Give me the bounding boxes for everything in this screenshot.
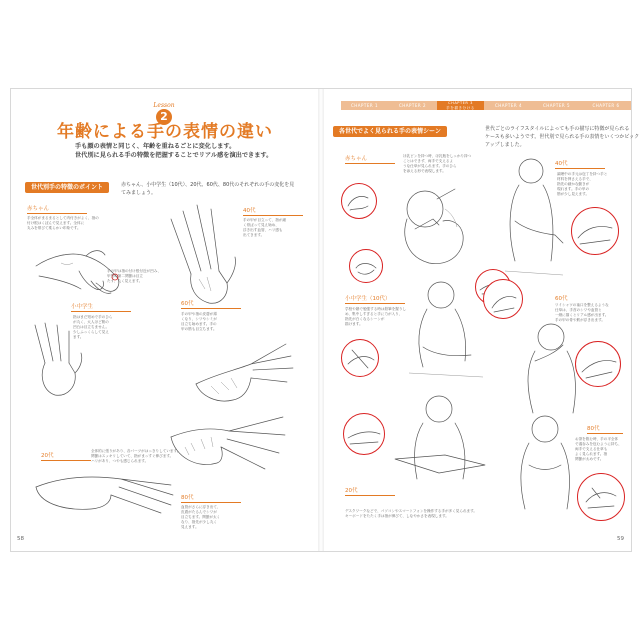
note-40s <box>243 218 286 238</box>
note-line: 筋が少し見えます。 <box>557 192 590 196</box>
note-line: 甲の筋も目立ちます。 <box>181 327 217 331</box>
lesson-number: 2 <box>156 109 172 125</box>
section-description-line: てみましょう。 <box>121 190 157 196</box>
note-student-scene <box>345 307 406 327</box>
chapter-tab-1[interactable]: CHAPTER 1 <box>350 103 378 108</box>
age-underline <box>345 495 395 496</box>
baby-scene-illustration <box>385 179 475 269</box>
note-80s-scene <box>575 437 622 462</box>
age-label-80s: 80代 <box>181 495 194 501</box>
note-line: くなり、シワやシミが <box>181 317 217 321</box>
note-line: 一緒に描くとリアル感が出ます。 <box>555 313 609 317</box>
note-line: め、集中しすぎると手に力が入り、 <box>345 312 403 316</box>
chapter-tab-2[interactable]: CHAPTER 2 <box>398 103 426 108</box>
section-tab-generation-points: 世代別手の特徴のポイント <box>25 182 109 193</box>
note-line: 凹凸は目立ちません。 <box>73 325 110 329</box>
note-line: 手の甲や指の皮膚が薄 <box>181 312 217 316</box>
age-label-20s: 20代 <box>41 453 54 459</box>
section-description-line: ケースも多いようです。世代別で見られる手の表情をいくつかピック <box>485 134 640 140</box>
detail-marker-40s <box>571 207 619 255</box>
hand-20s-illustration <box>31 467 181 522</box>
note-line: 血管がさらに浮き出て、 <box>181 505 221 509</box>
note-20s-scene <box>345 509 477 519</box>
age-underline <box>345 303 405 304</box>
note-baby-scene <box>403 154 471 174</box>
page-number-right: 59 <box>617 536 624 542</box>
age-label-60s: 60代 <box>555 296 568 302</box>
note-line: デスクワークなどで、パソコンやスマートフォンを操作する手が多く見られます。 <box>345 509 478 513</box>
age-label-80s: 80代 <box>587 426 600 432</box>
section-description <box>121 181 294 197</box>
chapter-tab-3-active[interactable] <box>437 101 484 110</box>
gutter <box>318 89 324 551</box>
note-line: 両手で支える仕草も <box>575 447 608 451</box>
section-description <box>485 125 639 149</box>
age-underline <box>71 311 131 312</box>
section-description-line: 世代ごとのライフスタイルによっても手の描写に特徴が見られる <box>485 126 630 132</box>
note-line: 甲型の第二関節は目立 <box>107 274 143 278</box>
age-label-student: 小中学生（10代） <box>345 296 391 302</box>
note-line: なり、指先が少し丸く <box>181 520 217 524</box>
age-label-baby: 赤ちゃん <box>345 156 368 162</box>
note-line: 学校や塾で勉強する時は鉛筆を握りし <box>345 307 407 311</box>
student-hand-illustration <box>25 321 85 401</box>
age-underline <box>243 215 303 216</box>
note-line: 手の甲の骨や筋が浮き出ます。 <box>555 318 606 322</box>
note-line: キーボードをたたく手は指が伸びて、しなやかさを表現します。 <box>345 514 449 518</box>
age-underline <box>41 460 91 461</box>
note-line: 手全体がまるまるとして肉付きがよく、指の <box>27 216 99 220</box>
age-label-baby: 赤ちゃん <box>27 206 50 212</box>
right-page <box>325 89 640 551</box>
elderly-woman-illustration <box>505 409 585 519</box>
note-line: 全体的に張りがあり、各パーツがはっきりしています。 <box>91 449 181 453</box>
note-line: ワイシャツの袖口を整えるような <box>555 303 609 307</box>
note-line: で湯呑みを包むように持ち、 <box>575 442 622 446</box>
note-line: たず、丸く見えます。 <box>107 279 143 283</box>
age-label-40s: 40代 <box>555 161 568 167</box>
page-title: 年齢による手の表情の違い <box>57 122 273 142</box>
note-line: 描けます。 <box>345 322 363 326</box>
age-underline <box>345 163 395 164</box>
note-line: 目立ちます。関節が太く <box>181 515 221 519</box>
note-line: 手の甲が目立って、指が細 <box>243 218 287 222</box>
age-underline <box>587 433 623 434</box>
note-baby-side <box>107 269 161 284</box>
studying-student-illustration <box>405 277 485 387</box>
age-label-20s: 20代 <box>345 488 358 494</box>
detail-marker-baby-2 <box>349 249 383 283</box>
chapter-tab-label: CHAPTER 3 <box>448 101 473 105</box>
baby-hand-illustration <box>31 231 141 301</box>
age-underline <box>27 213 87 214</box>
age-underline <box>181 308 241 309</box>
note-line: うな仕草が見られます。手のひら <box>403 164 457 168</box>
note-line: 材料を押さえる手で、 <box>557 177 593 181</box>
note-line: お茶を飲む時、手の平全体 <box>575 437 619 441</box>
note-line: ます。 <box>73 335 84 339</box>
age-label-60s: 60代 <box>181 301 194 307</box>
note-line: 手の甲は指の付け根付近が凹み、 <box>107 269 162 273</box>
cooking-woman-illustration <box>495 151 565 281</box>
note-line: よく見られます。指 <box>575 452 608 456</box>
note-80s <box>181 505 220 530</box>
chapter-tab-6[interactable]: CHAPTER 6 <box>592 103 620 108</box>
detail-marker-80s <box>577 473 625 521</box>
note-60s <box>181 312 217 332</box>
note-line: 目立ち始めます。手の <box>181 322 217 326</box>
detail-marker-student <box>341 339 379 377</box>
age-label-40s: 40代 <box>243 208 256 214</box>
note-line: 丸みを帯びて柔らかい印象です。 <box>27 226 81 230</box>
note-line: 指先の細かな動きが <box>557 182 590 186</box>
note-line: 仕草は、手首のシワや血管と <box>555 308 602 312</box>
age-underline <box>181 502 241 503</box>
hand-60s-illustration <box>191 334 301 414</box>
chapter-nav <box>341 101 631 110</box>
detail-marker-20s <box>343 413 385 455</box>
hand-80s-illustration <box>161 407 291 497</box>
section-tab-scenes: 各世代でよく見られる手の表情シーン <box>333 126 447 137</box>
hand-40s-illustration <box>161 199 241 309</box>
note-line: 関節はスッキリしていて、指がまっすぐ伸びます。 <box>91 454 174 458</box>
note-line: ほ乳ビンを持つ時、ほ乳瓶をしっかり持つ <box>403 154 472 158</box>
detail-marker-60s <box>483 279 523 319</box>
note-line: 少しふっくらして見え <box>73 330 109 334</box>
note-line: 現れます。手の甲の <box>557 187 590 191</box>
detail-marker-60s-2 <box>575 341 621 387</box>
note-line: 付け根はくぼんで見えます。全体に <box>27 221 85 225</box>
chapter-tab-4[interactable]: CHAPTER 4 <box>494 103 522 108</box>
chapter-tab-sub: 手を描き分ける <box>446 105 475 110</box>
note-line: を添える形で表現します。 <box>403 169 446 173</box>
note-line: 関節が太めです。 <box>575 457 604 461</box>
age-label-student: 小中学生 <box>71 304 94 310</box>
intro-line: 手も顔の表情と同じく、年齢を重ねるごとに変化します。 <box>75 143 236 150</box>
note-baby <box>27 216 99 231</box>
book-spread <box>10 88 640 552</box>
note-line: 皮膚がたるんでシワが <box>181 510 217 514</box>
section-description-line: 赤ちゃん、小中学生（10代）、20代、60代、80代のそれぞれの手の変化を見 <box>121 182 295 188</box>
office-worker-illustration <box>385 389 495 489</box>
note-line: ことはできず、両手で支えるよ <box>403 159 454 163</box>
note-line: 指はまだ短めで手のひら <box>73 315 113 319</box>
intro-line: 世代別に見られる手の特徴を把握することでリアル感を演出できます。 <box>75 152 273 159</box>
note-line: く骨ばって見え始め、 <box>243 223 279 227</box>
note-line: 浮き出す血管、ハリ感も <box>243 228 283 232</box>
page-number-left: 58 <box>17 536 24 542</box>
note-line: 見えます。 <box>181 525 199 529</box>
section-description-line: アップしました。 <box>485 142 525 148</box>
note-line: ハリがあり、つやも感じられます。 <box>91 459 149 463</box>
detail-marker-baby <box>341 183 377 219</box>
note-line: 調理中の手元は包丁を持つ手と <box>557 172 608 176</box>
left-page <box>11 89 317 551</box>
note-line: 指先が白くなるシーンが <box>345 317 385 321</box>
chapter-tab-5[interactable]: CHAPTER 5 <box>542 103 570 108</box>
intro-text <box>75 142 272 160</box>
note-line: 出てきます。 <box>243 233 265 237</box>
note-line: が丸く、大人ほど筋の <box>73 320 109 324</box>
lesson-label: Lesson <box>153 102 175 109</box>
